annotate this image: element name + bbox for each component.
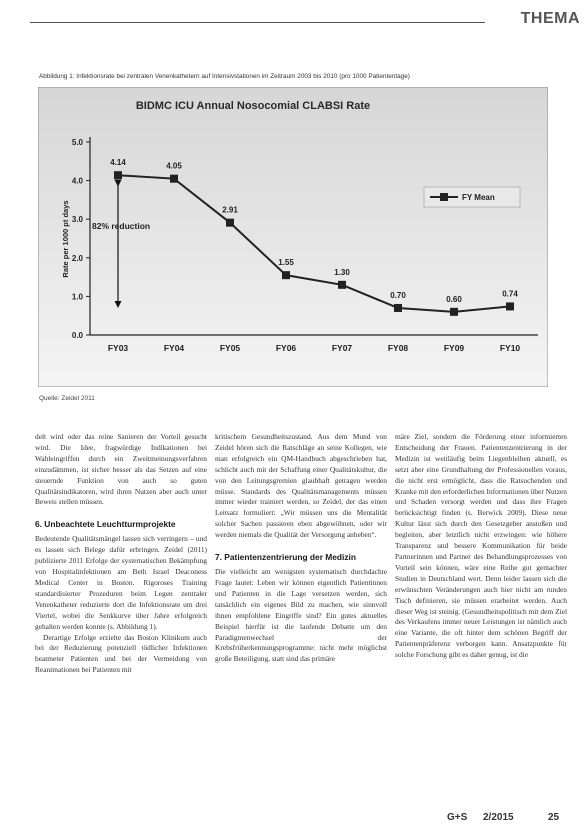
text-column-3 xyxy=(395,432,567,661)
section-heading: 7. Patientenzentrierung der Medizin xyxy=(215,552,357,563)
chart-title: BIDMC ICU Annual Nosocomial CLABSI Rate xyxy=(135,100,371,112)
footer-issue: 2/2015 xyxy=(483,812,514,823)
body-paragraph: delt wird oder das reine Sanieren der Vorteil gesucht wird. Die Idee, fragwürdige Indikationen bei Wahleingriffen durch ein Zweitmeinungsverfahren einzudämmen, ist sicher besser als das Setzen auf eine steuernde Funktion von auch so guten Qualitätsindikatoren, wird ihren Nutzen aber auch unter Beweis stellen müssen. xyxy=(35,432,207,507)
data-label: 0.60 xyxy=(446,294,462,304)
chart xyxy=(38,87,548,387)
y-tick-label: 4.0 xyxy=(71,176,83,186)
body-paragraph: Die vielleicht am wenigsten systematisch durchdachte Frage lautet: Leben wir können eigentlich Patientinnen und Patienten in die Lage versetzen werden, sich tatsächlich ein eigenes Bild zu machen, wie sinnvoll ihnen empfohlene Eingriffe sind? Ein gutes aktuelles Beispiel hierfür ist die laufende Debatte um den Paradigmenwechsel der Krebsfrüherkennungsprogramme: nicht mehr möglichst große Beteiligung, statt sind das primäre xyxy=(215,567,387,664)
data-point xyxy=(338,281,346,289)
footer-journal: G+S xyxy=(447,812,468,823)
data-label: 2.91 xyxy=(222,205,238,215)
text-column-2 xyxy=(215,432,387,665)
x-tick-label: FY10 xyxy=(499,343,521,353)
chart-legend xyxy=(424,187,520,207)
data-point xyxy=(170,175,178,183)
x-tick-label: FY04 xyxy=(163,343,185,353)
figure-source: Quelle: Zeidel 2011 xyxy=(39,395,95,402)
y-tick-label: 2.0 xyxy=(71,253,83,263)
x-tick-label: FY03 xyxy=(107,343,129,353)
y-tick-label: 3.0 xyxy=(71,215,83,225)
legend-label: FY Mean xyxy=(462,193,495,202)
data-point xyxy=(282,271,290,279)
data-label: 0.70 xyxy=(390,290,406,300)
data-label: 1.30 xyxy=(334,267,350,277)
data-point xyxy=(114,171,122,179)
section-label: THEMA xyxy=(520,10,580,27)
x-tick-label: FY07 xyxy=(331,343,353,353)
y-tick-label: 1.0 xyxy=(71,292,83,302)
x-tick-label: FY09 xyxy=(443,343,465,353)
footer-page: 25 xyxy=(548,812,560,823)
x-tick-label: FY05 xyxy=(219,343,241,353)
data-point xyxy=(226,219,234,227)
data-label: 1.55 xyxy=(278,258,294,268)
y-axis-label: Rate per 1000 pt days xyxy=(61,200,70,278)
section-heading: 6. Unbeachtete Leuchtturmprojekte xyxy=(35,519,176,530)
data-point xyxy=(506,302,514,310)
header-rule xyxy=(30,22,485,23)
body-paragraph: Derartige Erfolge erzielte das Boston Klinikum auch bei der Reduzierung potenziell tödlicher Infektionen beatmeter Patienten und bei der Vermeidung von Reanimationen bei Patienten mit xyxy=(35,632,207,675)
chart-svg xyxy=(38,87,548,387)
section-gap xyxy=(35,508,207,519)
section-gap xyxy=(215,541,387,552)
data-label: 4.05 xyxy=(166,161,182,171)
data-label: 0.74 xyxy=(502,289,518,299)
data-label: 4.14 xyxy=(110,158,126,168)
text-column-1 xyxy=(35,432,207,676)
y-tick-label: 0.0 xyxy=(71,331,83,340)
data-point xyxy=(450,308,458,316)
x-tick-label: FY06 xyxy=(275,343,297,353)
figure-caption: Abbildung 1: Infektionsrate bei zentralen Venenkathetern auf Intensivstationen im Zeitraum 2003 bis 2010 (pro 1000 Patiententage) xyxy=(39,73,410,80)
body-paragraph: kritischem Gesundheitszustand. Aus dem Mund von Zeidel hören sich die Ratschläge an seine Kollegen, wie man erfolgreich ein QM-Handbuch abgeschrieben hat, schlicht auch mit der Schaffung einer Qualitätskultur, die von den Leitungsgremien glaubhaft getragen werden müsse. Standards des Qualitätsmanagements müssen immer wieder trainiert werden, so Zeidel, der das einen Leitsatz formuliert: „Wir müssen uns die Mentalität solcher Sachen passieren eben abgewöhnen, oder wir werden niemals die Qualität der Versorgung anheben“. xyxy=(215,432,387,540)
x-tick-label: FY08 xyxy=(387,343,409,353)
data-point xyxy=(394,304,402,312)
legend-marker xyxy=(440,193,448,201)
body-paragraph: märe Ziel, sondern die Förderung einer informierten Entscheidung der Frauen. Patientenzentrierung in der Medizin ist weitläufig beim Liegenbleiben aktuell, es setzt aber eine Grundhaltung der Professionellen voraus, die nicht erst ermöglicht, dass die Ratsuchenden und Kranke mit den erforderlichen Informationen über Nutzen und Schaden versorgt werden und dass ihre Fragen berücksichtigt finden (s. Berwick 2009). Diese neue Kultur lässt sich durch den Gesetzgeber anstoßen und begleiten, aber letztlich nicht erzwingen: wie höhere Transparenz und bessere Kommunikation für beide Partnerinnen und Partner des Behandlungsprozesses von Vorteil sein können, wäre eine Reihe gut gemachter Studien in Deutschland wert. Denn leider lassen sich die erwünschten Veränderungen auch hier nicht am runden Tisch definieren, sie müssen erarbeitet werden. Auch dieser Weg ist steinig. (Gesundheitspolitisch mit dem Ziel des Verkaufens immer neuer Leistungen ist nämlich auch eine Variante, die oft hinter dem schönen Begriff der Patientenpräferenz verborgen kann. Ansatzpunkte für solche Forschung gibt es daher genug, ist die xyxy=(395,432,567,660)
y-tick-label: 5.0 xyxy=(71,138,83,147)
chart-frame xyxy=(38,87,548,387)
body-paragraph: Bedeutende Qualitätsmängel lassen sich verringern – und es lassen sich Belege dafür erbringen. Zeidel (2011) publizierte 2011 Erfolge der systematischen Bekämpfung von Hospitalinfektionen am Beth Israel Deaconess Medical Center in Boston. Rigoroses Training standardisierter Prozeduren beim Legen zentraler Venenkatheter reduzierte dort die Infektionsrate um drei Viertel, wobei die Senkkurve über Jahre erfolgreich gehalten werden konnte (s. Abbildung 1). xyxy=(35,534,207,631)
reduction-annotation: 82% reduction xyxy=(92,220,151,231)
